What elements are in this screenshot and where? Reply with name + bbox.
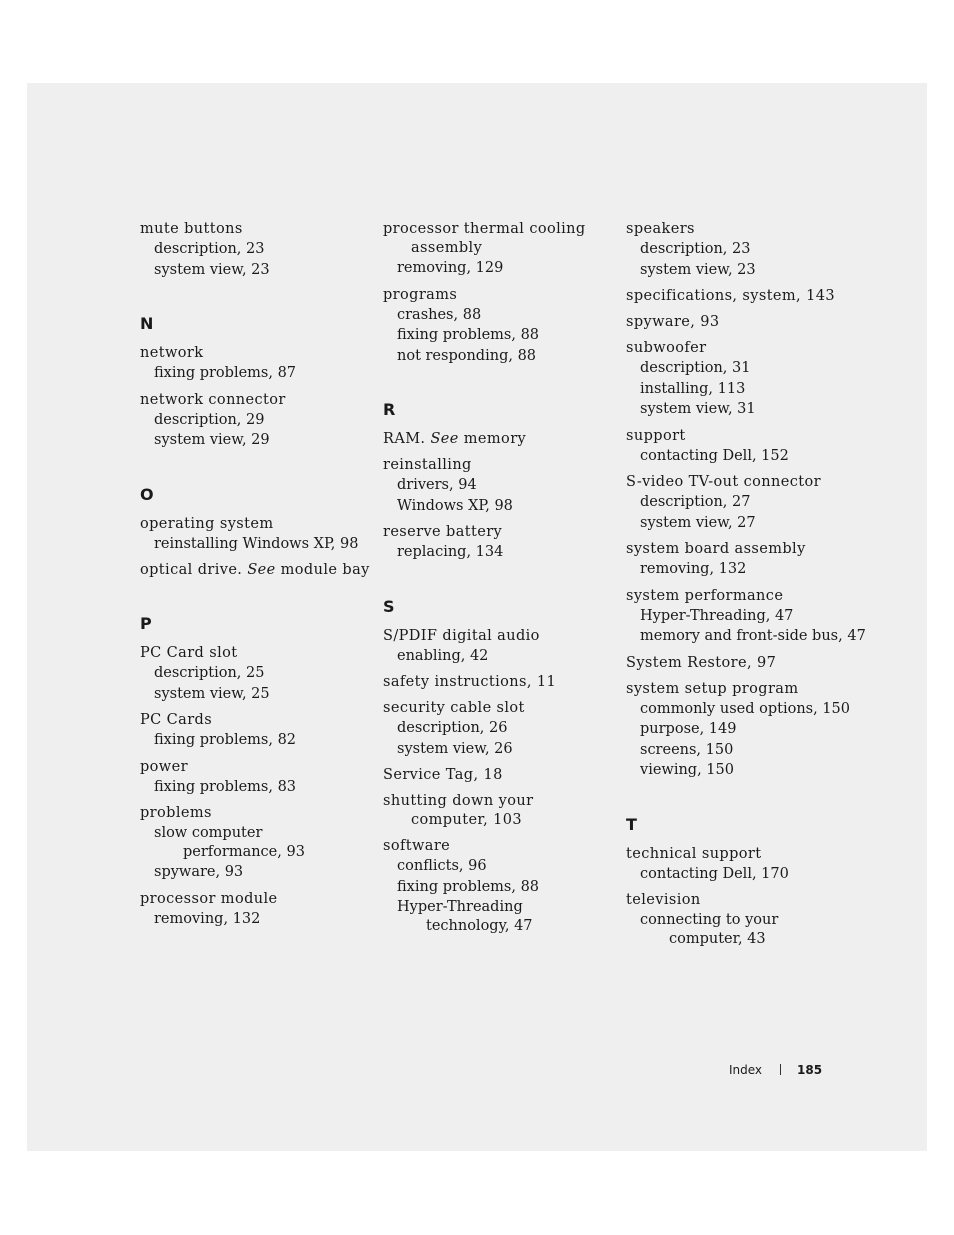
index-entry-programs [383,285,613,367]
index-entry-processor-thermal [383,219,613,279]
index-entry-service-tag [383,765,613,785]
index-entry-power [140,757,370,798]
index-entry-problems [140,803,370,883]
index-term: power [140,758,188,775]
index-entry-svideo [626,472,866,533]
index-subentry: description, 27 [640,494,751,510]
index-subentry: slow computer [154,825,263,841]
index-term: System Restore, 97 [626,654,777,671]
index-entry-television [626,890,866,949]
index-term: S-video TV-out connector [626,474,821,490]
index-entry-processor-module [140,889,370,930]
index-column-2 [383,219,613,942]
index-subentry: conflicts, 96 [397,858,487,874]
page-footer [729,1062,822,1078]
section-letter-p: P [140,614,152,633]
index-term: S/PDIF digital audio [383,627,540,644]
index-entry-system-restore [626,653,866,673]
see-reference: See [430,431,459,447]
index-term: programs [383,286,458,303]
index-term: reserve battery [383,524,503,540]
index-subentry: contacting Dell, 152 [640,447,789,464]
index-subentry: fixing problems, 83 [154,778,297,795]
index-entry-support [626,426,866,467]
index-subentry: description, 25 [154,665,265,681]
index-term: PC Card slot [140,645,238,661]
index-term-text: optical drive. [140,562,243,578]
index-term: software [383,838,451,854]
cross-reference: module bay [280,562,370,578]
index-entry-pc-cards [140,710,370,751]
index-entry-mute-buttons [140,219,370,280]
index-entry-operating-system [140,514,370,555]
index-entry-network [140,343,370,384]
index-entry-spyware [626,312,866,332]
index-term: speakers [626,221,695,237]
index-subentry: crashes, 88 [397,306,482,323]
index-subentry: system view, 31 [640,401,756,417]
index-subentry: Hyper-Threading [397,899,523,915]
index-subentry: description, 23 [154,241,265,257]
index-subentry: installing, 113 [640,380,746,397]
index-entry-spdif [383,626,613,667]
index-term: spyware, 93 [626,314,720,330]
index-term: security cable slot [383,700,525,716]
index-subentry: system view, 27 [640,514,756,531]
index-entry-optical-drive [140,560,370,580]
index-entry-system-performance [626,586,866,647]
index-entry-technical-support [626,844,866,885]
section-letter-n: N [140,314,154,333]
index-subentry: system view, 23 [154,261,270,278]
index-subentry: description, 29 [154,411,265,428]
index-entry-subwoofer [626,338,866,420]
index-subentry: fixing problems, 82 [154,732,297,748]
index-entry-software [383,836,613,936]
index-term [140,560,370,580]
index-subentry: viewing, 150 [640,762,734,778]
index-subentry: removing, 132 [640,561,747,577]
index-subentry: memory and front-side bus, 47 [640,628,866,644]
index-term: specifications, system, 143 [626,288,835,304]
index-term-continued: computer, 103 [411,812,523,828]
index-entry-safety-instructions [383,672,613,692]
index-subentry: not responding, 88 [397,347,537,364]
index-subentry: system view, 25 [154,685,270,702]
index-term: shutting down your [383,793,534,809]
index-term: television [626,892,701,908]
index-entry-speakers [626,219,866,280]
index-subentry: description, 26 [397,720,508,736]
index-subentry: spyware, 93 [154,864,244,880]
index-subentry: fixing problems, 88 [397,327,540,343]
index-subentry: drivers, 94 [397,477,477,493]
index-subentry: system view, 26 [397,740,513,757]
index-term: system setup program [626,680,799,697]
page-number: 185 [797,1063,823,1077]
index-entry-ram [383,429,613,449]
index-term: network [140,345,204,361]
index-entry-reinstalling [383,455,613,516]
see-reference: See [247,562,276,578]
index-entry-network-connector [140,390,370,451]
index-term: processor thermal cooling [383,221,586,237]
index-term-continued: assembly [411,240,483,256]
index-term: network connector [140,391,286,408]
index-subentry: screens, 150 [640,741,734,758]
index-entry-reserve-battery [383,522,613,563]
index-subentry: removing, 132 [154,910,261,927]
index-term: operating system [140,515,274,532]
index-term: problems [140,805,212,821]
index-subentry: connecting to your [640,912,779,928]
index-entry-pc-card-slot [140,643,370,704]
section-letter-o: O [140,484,154,504]
index-term: Service Tag, 18 [383,767,503,783]
index-entry-system-setup [626,679,866,781]
index-entry-system-board [626,539,866,580]
index-subentry: removing, 129 [397,260,504,276]
index-subentry-continued: technology, 47 [426,917,533,934]
index-entry-specifications [626,286,866,306]
index-term: processor module [140,890,278,907]
index-term: system board assembly [626,541,806,557]
index-subentry: description, 31 [640,360,751,376]
index-term: support [626,427,686,444]
index-entry-shutting-down [383,791,613,830]
index-column-1 [140,219,370,935]
index-subentry: reinstalling Windows XP, 98 [154,535,359,552]
section-letter-r: R [383,400,396,419]
index-subentry: Hyper-Threading, 47 [640,607,794,624]
index-subentry: description, 23 [640,241,751,257]
index-term: safety instructions, 11 [383,674,557,690]
index-term: technical support [626,845,762,862]
index-term-text: RAM. [383,431,426,447]
section-letter-s: S [383,596,395,616]
footer-separator [780,1064,781,1075]
index-term [383,429,613,449]
index-subentry: Windows XP, 98 [397,497,513,514]
index-subentry-continued: performance, 93 [183,843,305,860]
section-letter-t: T [626,814,637,834]
index-subentry: fixing problems, 88 [397,878,540,895]
cross-reference: memory [463,431,527,447]
index-term: reinstalling [383,457,472,473]
index-term: mute buttons [140,221,243,237]
index-term: PC Cards [140,712,213,728]
index-term: subwoofer [626,340,707,356]
index-subentry: contacting Dell, 170 [640,865,789,882]
index-subentry: purpose, 149 [640,721,737,737]
index-entry-security-cable-slot [383,698,613,759]
footer-section-name: Index [729,1063,763,1077]
index-term: system performance [626,587,784,604]
index-subentry: commonly used options, 150 [640,700,850,717]
index-column-3 [626,219,866,955]
index-subentry: replacing, 134 [397,544,504,560]
index-subentry-continued: computer, 43 [669,930,766,947]
index-subentry: system view, 29 [154,432,270,448]
index-subentry: system view, 23 [640,261,756,278]
index-subentry: enabling, 42 [397,647,489,664]
index-subentry: fixing problems, 87 [154,365,297,381]
